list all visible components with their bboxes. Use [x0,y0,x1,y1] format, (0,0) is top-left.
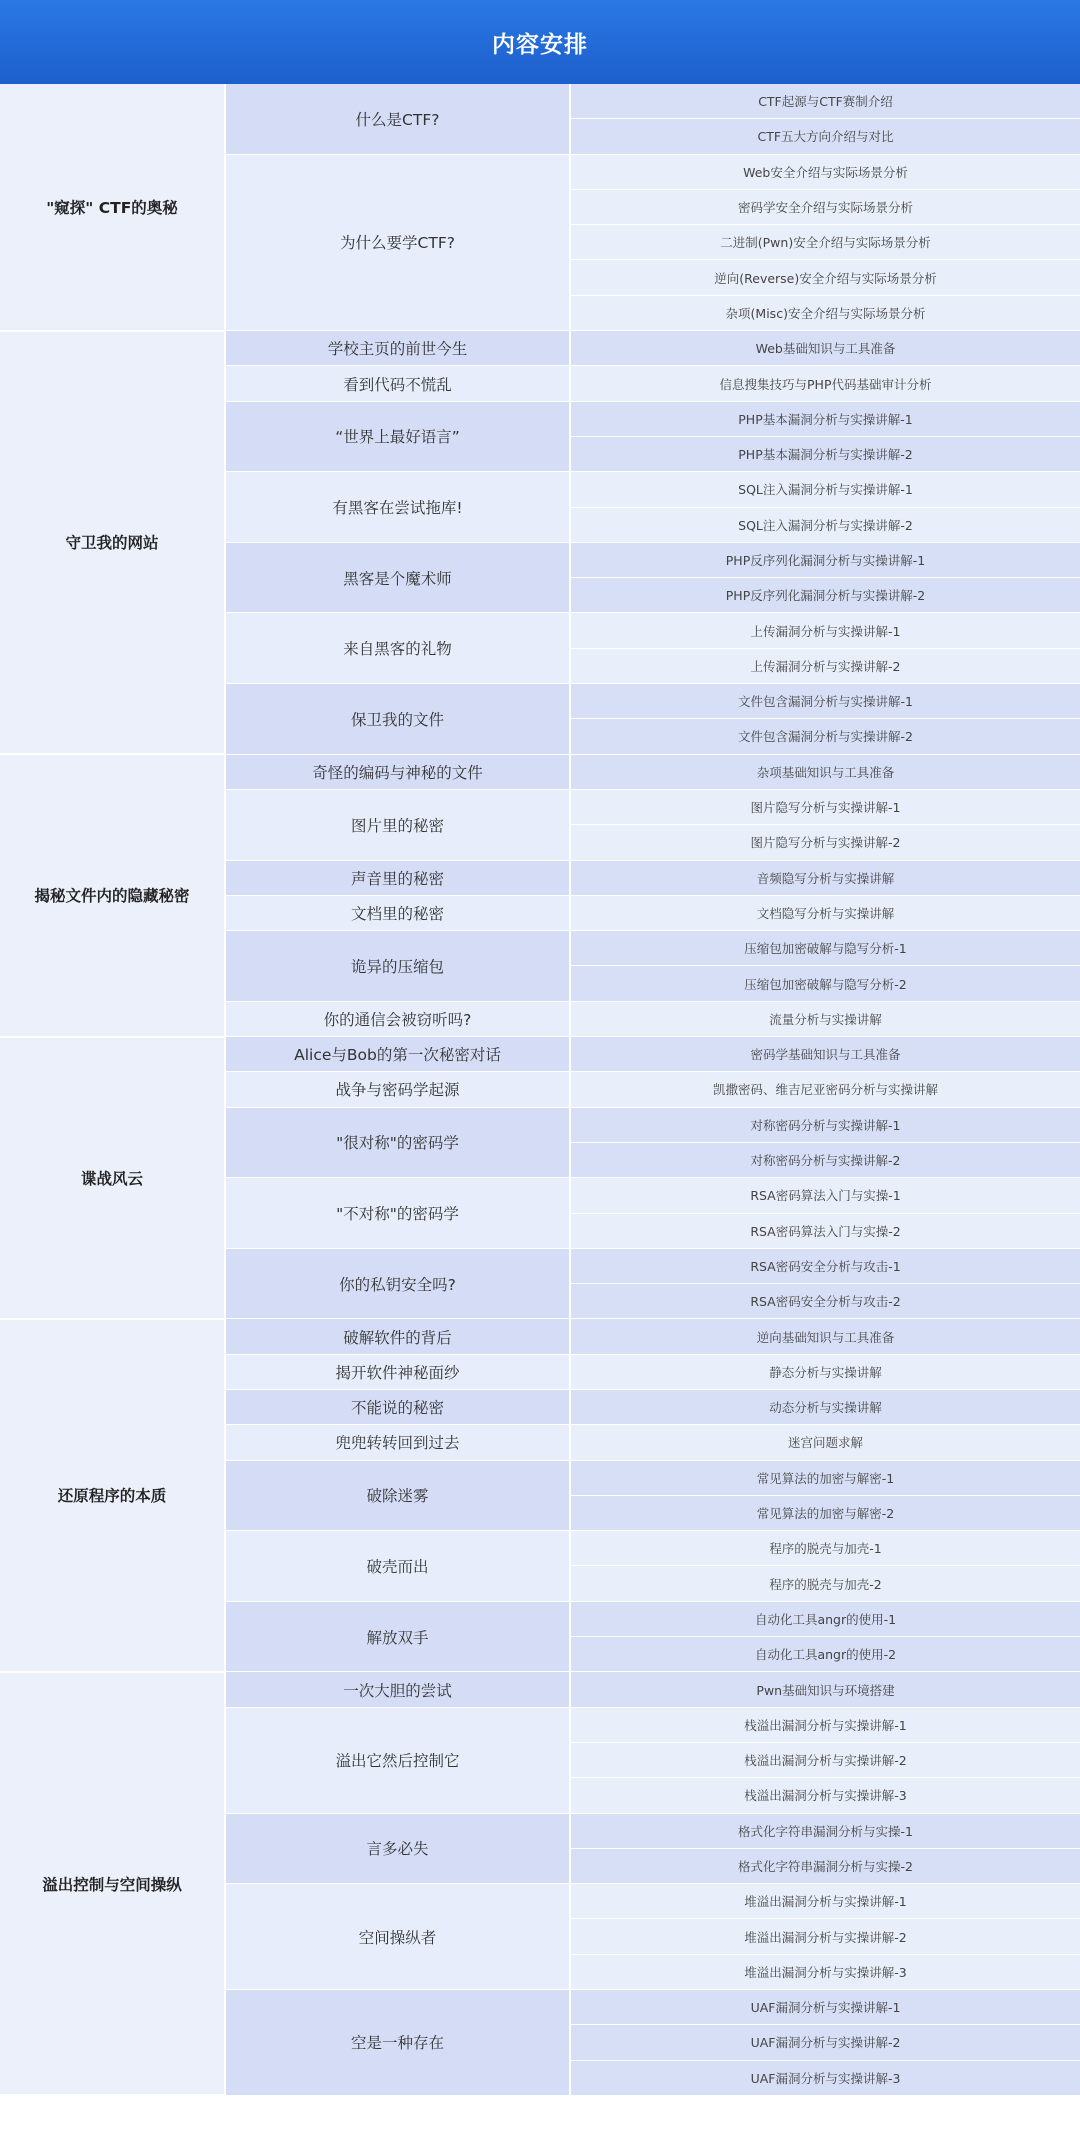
lesson-cell: RSA密码安全分析与攻击-2 [570,1284,1080,1319]
lesson-cell: RSA密码安全分析与攻击-1 [570,1248,1080,1283]
lesson-cell: 压缩包加密破解与隐写分析-2 [570,966,1080,1001]
topic-title-cell: 看到代码不慌乱 [225,366,570,401]
lesson-cell: 文件包含漏洞分析与实操讲解-1 [570,684,1080,719]
page-title: 内容安排 [492,31,588,58]
lesson-cell: 逆向(Reverse)安全介绍与实际场景分析 [570,260,1080,295]
lesson-cell: 堆溢出漏洞分析与实操讲解-1 [570,1884,1080,1919]
lesson-cell: 栈溢出漏洞分析与实操讲解-3 [570,1778,1080,1813]
lesson-cell: 杂项基础知识与工具准备 [570,754,1080,789]
topic-title-cell: 有黑客在尝试拖库! [225,472,570,543]
topic-title-cell: 空间操纵者 [225,1884,570,1990]
topic-title-cell: 空是一种存在 [225,1990,570,2096]
topic-title-cell: 言多必失 [225,1813,570,1884]
lesson-cell: 图片隐写分析与实操讲解-1 [570,789,1080,824]
curriculum-table [0,84,1080,2096]
topic-title-cell: "不对称"的密码学 [225,1178,570,1249]
lesson-cell: 流量分析与实操讲解 [570,1001,1080,1036]
module-name-cell: 谍战风云 [0,1037,225,1319]
lesson-cell: 音频隐写分析与实操讲解 [570,860,1080,895]
lesson-cell: 栈溢出漏洞分析与实操讲解-2 [570,1742,1080,1777]
table-row [0,84,1080,119]
lesson-cell: 格式化字符串漏洞分析与实操-1 [570,1813,1080,1848]
topic-title-cell: 图片里的秘密 [225,789,570,860]
topic-title-cell: 破除迷雾 [225,1460,570,1531]
lesson-cell: PHP基本漏洞分析与实操讲解-1 [570,401,1080,436]
lesson-cell: Web安全介绍与实际场景分析 [570,154,1080,189]
topic-title-cell: 溢出它然后控制它 [225,1707,570,1813]
lesson-cell: 文件包含漏洞分析与实操讲解-2 [570,719,1080,754]
topic-title-cell: “世界上最好语言” [225,401,570,472]
lesson-cell: CTF起源与CTF赛制介绍 [570,84,1080,119]
lesson-cell: 图片隐写分析与实操讲解-2 [570,825,1080,860]
lesson-cell: 二进制(Pwn)安全介绍与实际场景分析 [570,225,1080,260]
lesson-cell: 动态分析与实操讲解 [570,1389,1080,1424]
lesson-cell: UAF漏洞分析与实操讲解-3 [570,2060,1080,2095]
topic-title-cell: 解放双手 [225,1601,570,1672]
topic-title-cell: 保卫我的文件 [225,684,570,755]
lesson-cell: 常见算法的加密与解密-1 [570,1460,1080,1495]
table-row [0,1037,1080,1072]
lesson-cell: 压缩包加密破解与隐写分析-1 [570,931,1080,966]
lesson-cell: 常见算法的加密与解密-2 [570,1495,1080,1530]
topic-title-cell: 一次大胆的尝试 [225,1672,570,1707]
lesson-cell: UAF漏洞分析与实操讲解-1 [570,1990,1080,2025]
topic-title-cell: 破壳而出 [225,1531,570,1602]
lesson-cell: 迷宫问题求解 [570,1425,1080,1460]
lesson-cell: 逆向基础知识与工具准备 [570,1319,1080,1354]
lesson-cell: 堆溢出漏洞分析与实操讲解-2 [570,1919,1080,1954]
topic-title-cell: 什么是CTF? [225,84,570,154]
lesson-cell: Web基础知识与工具准备 [570,331,1080,366]
lesson-cell: 凯撒密码、维吉尼亚密码分析与实操讲解 [570,1072,1080,1107]
lesson-cell: CTF五大方向介绍与对比 [570,119,1080,154]
topic-title-cell: 破解软件的背后 [225,1319,570,1354]
table-row [0,331,1080,366]
topic-title-cell: 战争与密码学起源 [225,1072,570,1107]
page-header [0,0,1080,84]
topic-title-cell: 黑客是个魔术师 [225,542,570,613]
topic-title-cell: 兜兜转转回到过去 [225,1425,570,1460]
topic-title-cell: 文档里的秘密 [225,895,570,930]
lesson-cell: Pwn基础知识与环境搭建 [570,1672,1080,1707]
table-row [0,1319,1080,1354]
lesson-cell: 程序的脱壳与加壳-1 [570,1531,1080,1566]
topic-title-cell: 奇怪的编码与神秘的文件 [225,754,570,789]
module-name-cell: 溢出控制与空间操纵 [0,1672,225,2096]
curriculum-table-body [0,84,1080,2095]
lesson-cell: SQL注入漏洞分析与实操讲解-1 [570,472,1080,507]
topic-title-cell: 不能说的秘密 [225,1389,570,1424]
module-name-cell: 揭秘文件内的隐藏秘密 [0,754,225,1036]
lesson-cell: 堆溢出漏洞分析与实操讲解-3 [570,1954,1080,1989]
topic-title-cell: 来自黑客的礼物 [225,613,570,684]
topic-title-cell: 揭开软件神秘面纱 [225,1354,570,1389]
topic-title-cell: "很对称"的密码学 [225,1107,570,1178]
topic-title-cell: 诡异的压缩包 [225,931,570,1002]
lesson-cell: RSA密码算法入门与实操-1 [570,1178,1080,1213]
module-name-cell: 还原程序的本质 [0,1319,225,1672]
topic-title-cell: 学校主页的前世今生 [225,331,570,366]
lesson-cell: RSA密码算法入门与实操-2 [570,1213,1080,1248]
lesson-cell: 栈溢出漏洞分析与实操讲解-1 [570,1707,1080,1742]
lesson-cell: 信息搜集技巧与PHP代码基础审计分析 [570,366,1080,401]
lesson-cell: 密码学基础知识与工具准备 [570,1037,1080,1072]
table-row [0,754,1080,789]
lesson-cell: 程序的脱壳与加壳-2 [570,1566,1080,1601]
topic-title-cell: 为什么要学CTF? [225,154,570,330]
lesson-cell: 自动化工具angr的使用-1 [570,1601,1080,1636]
lesson-cell: 对称密码分析与实操讲解-2 [570,1142,1080,1177]
lesson-cell: PHP基本漏洞分析与实操讲解-2 [570,436,1080,471]
module-name-cell: 守卫我的网站 [0,331,225,755]
lesson-cell: 对称密码分析与实操讲解-1 [570,1107,1080,1142]
lesson-cell: 自动化工具angr的使用-2 [570,1637,1080,1672]
lesson-cell: 密码学安全介绍与实际场景分析 [570,189,1080,224]
topic-title-cell: 你的私钥安全吗? [225,1248,570,1319]
module-name-cell: "窥探" CTF的奥秘 [0,84,225,331]
topic-title-cell: 你的通信会被窃听吗? [225,1001,570,1036]
lesson-cell: SQL注入漏洞分析与实操讲解-2 [570,507,1080,542]
table-row [0,1672,1080,1707]
lesson-cell: 格式化字符串漏洞分析与实操-2 [570,1848,1080,1883]
lesson-cell: UAF漏洞分析与实操讲解-2 [570,2025,1080,2060]
lesson-cell: PHP反序列化漏洞分析与实操讲解-2 [570,578,1080,613]
lesson-cell: PHP反序列化漏洞分析与实操讲解-1 [570,542,1080,577]
lesson-cell: 文档隐写分析与实操讲解 [570,895,1080,930]
lesson-cell: 杂项(Misc)安全介绍与实际场景分析 [570,295,1080,330]
lesson-cell: 静态分析与实操讲解 [570,1354,1080,1389]
lesson-cell: 上传漏洞分析与实操讲解-1 [570,613,1080,648]
lesson-cell: 上传漏洞分析与实操讲解-2 [570,648,1080,683]
topic-title-cell: Alice与Bob的第一次秘密对话 [225,1037,570,1072]
topic-title-cell: 声音里的秘密 [225,860,570,895]
